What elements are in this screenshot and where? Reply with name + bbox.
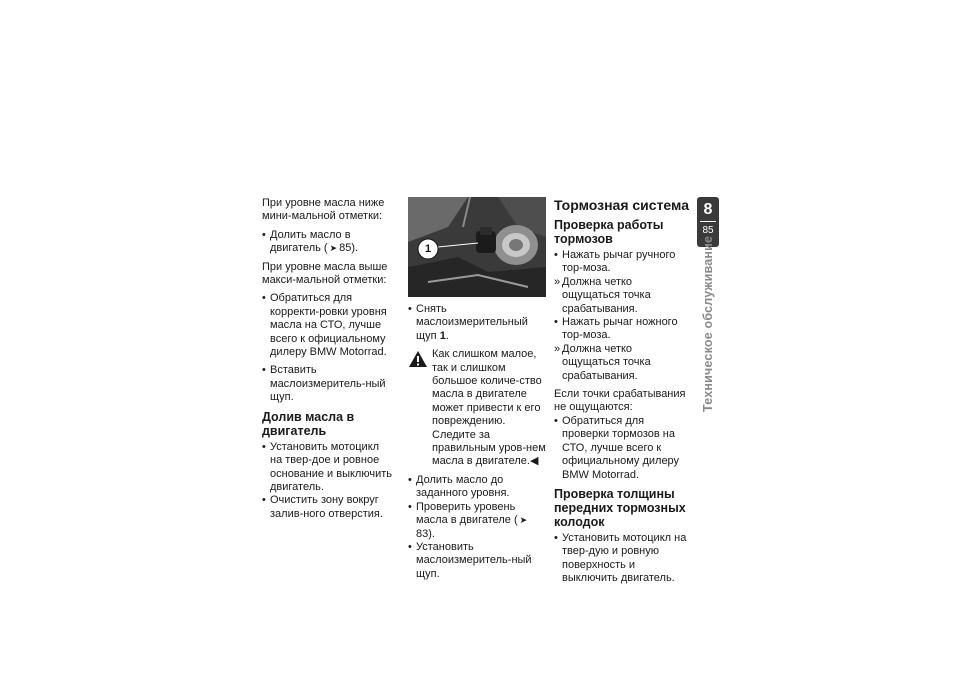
paragraph-low-oil: При уровне масла ниже мини-мальной отметки: — [262, 197, 385, 223]
list-item: • Установить мотоцикл на твер-дое и ровное основание и выключить двигатель. — [262, 441, 394, 495]
end-marker-icon: ◀ — [530, 455, 539, 468]
list-brake-pads — [554, 532, 690, 586]
callout-reference: 1 — [439, 329, 446, 342]
list-item: • Обратиться для корректи-ровки уровня масла на СТО, лучше всего к официальному дилеру BMW Motorrad. — [262, 292, 394, 359]
warning-text: Как слишком малое, так и слишком большое количе-ство масла в двигателе может привести к его повреждению. Следите за правильным уров-нем масла в двигателе. — [432, 348, 546, 468]
list-item: • Вставить маслоизмеритель-ный щуп. — [262, 364, 394, 404]
list-fill-oil — [408, 474, 546, 581]
list-remove-dipstick — [408, 303, 546, 343]
page-reference: 83 — [416, 527, 429, 540]
list-item: • Очистить зону вокруг залив-ного отверстия. — [262, 494, 394, 521]
page-reference: 85 — [339, 242, 352, 255]
paragraph-high-oil: При уровне масла выше макси-мальной отметки: — [262, 260, 388, 287]
reference-arrow-icon: ➤ — [329, 243, 338, 254]
column-middle — [408, 197, 546, 586]
list-high-oil — [262, 292, 394, 359]
warning-note — [408, 348, 546, 469]
list-item: • Снять маслоизмерительный щуп 1. — [408, 303, 546, 343]
section-title: Тормозная система — [554, 197, 689, 213]
page-number: 85 — [702, 225, 714, 236]
subheading-brake-pads: Проверка толщины передних тормозных колодок — [554, 486, 686, 529]
list-item: • Долить масло в двигатель ( ➤ 85). — [262, 229, 394, 256]
engine-dipstick-photo — [408, 197, 546, 297]
list-item: • Установить маслоизмеритель-ный щуп. — [408, 541, 546, 581]
list-contact-dealer — [554, 415, 690, 482]
list-item: • Нажать рычаг ножного тор-моза. — [554, 316, 690, 343]
list-item: • Долить масло до заданного уровня. — [408, 474, 546, 501]
list-topping-up — [262, 441, 394, 521]
heading-topping-up: Долив масла в двигатель — [262, 409, 355, 438]
chapter-side-title: Техническое обслуживание — [701, 235, 715, 412]
column-right — [554, 197, 690, 591]
tab-divider — [700, 221, 716, 222]
subheading-brake-check: Проверка работы тормозов — [554, 218, 664, 246]
list-item-result: » Должна четко ощущаться точка срабатывания. — [554, 276, 690, 316]
list-low-oil — [262, 229, 394, 256]
list-item: • Проверить уровень масла в двигателе ( ➤83). — [408, 501, 546, 541]
chapter-number: 8 — [703, 201, 713, 218]
list-insert-dipstick — [262, 364, 394, 404]
column-left — [262, 197, 394, 526]
photo-callout-number: 1 — [424, 243, 432, 255]
warning-triangle-icon — [408, 350, 428, 368]
list-item: • Нажать рычаг ручного тор-моза. — [554, 249, 690, 276]
list-brake-check — [554, 249, 690, 383]
reference-arrow-icon: ➤ — [519, 515, 528, 526]
list-item-result: » Должна четко ощущаться точка срабатывания. — [554, 343, 690, 383]
list-item: • Обратиться для проверки тормозов на СТО, лучше всего к официальному дилеру BMW Motorrad. — [554, 415, 690, 482]
list-item: • Установить мотоцикл на твер-дую и ровную поверхность и выключить двигатель. — [554, 532, 690, 586]
paragraph-no-pressure-point: Если точки срабатывания не ощущаются: — [554, 388, 686, 414]
